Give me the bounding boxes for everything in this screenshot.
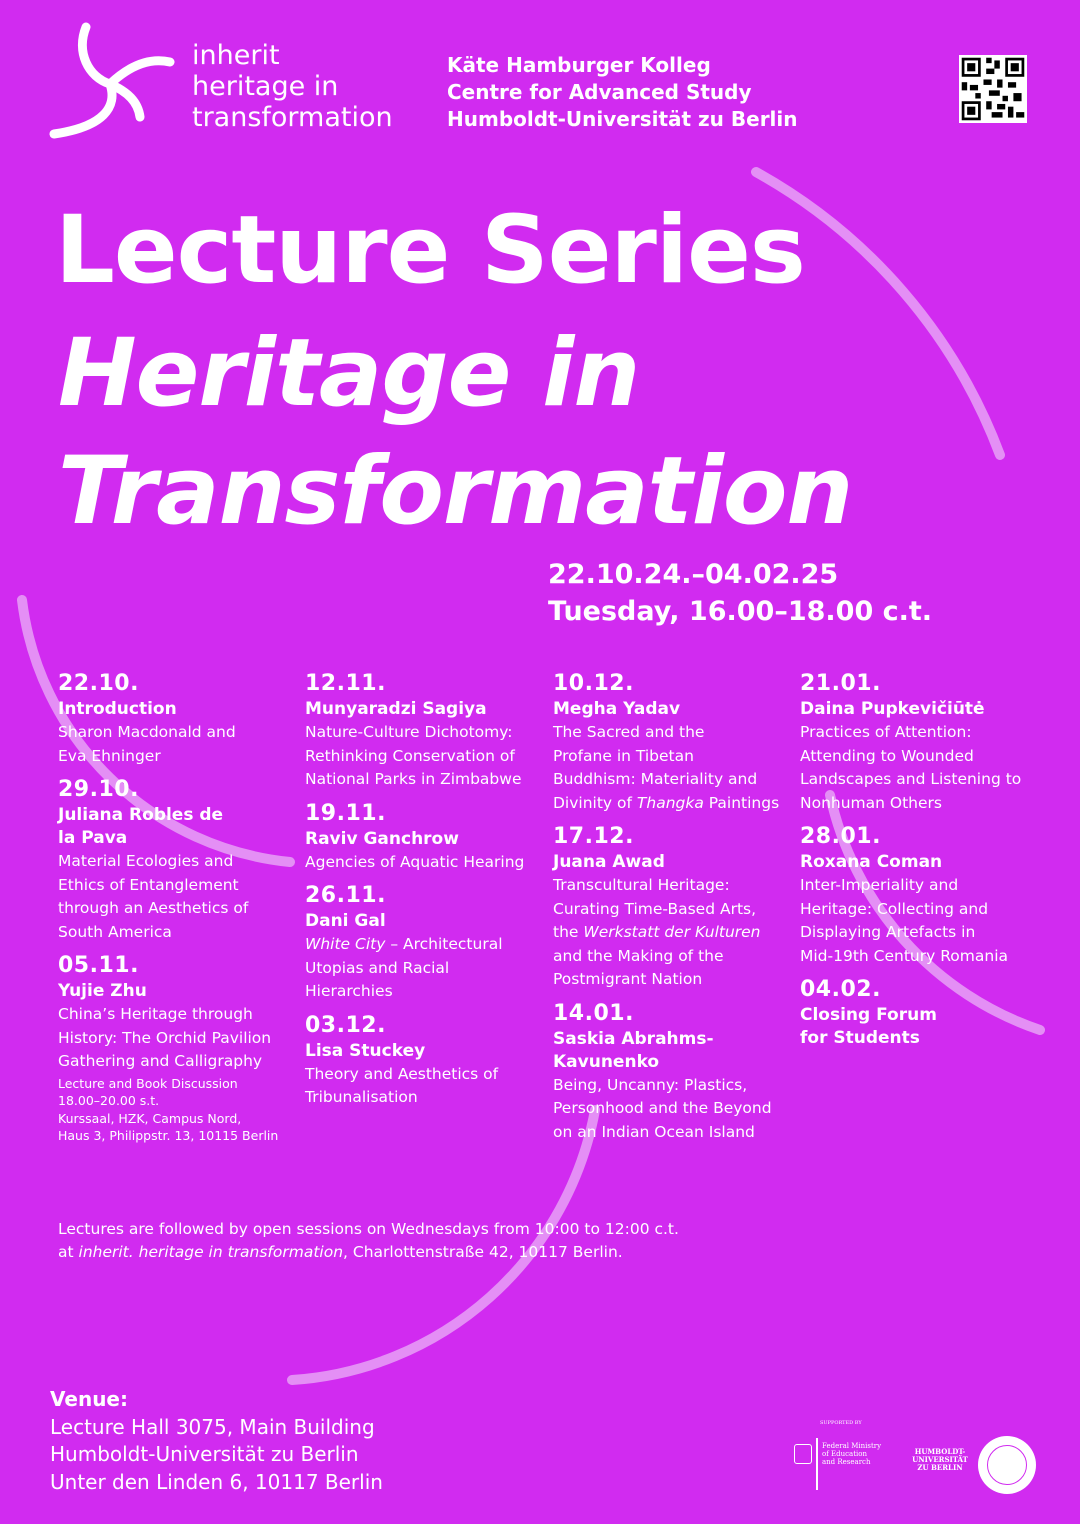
lecture-date: 05.11. [58,953,139,978]
sponsor-line: HUMBOLDT- [914,1447,966,1456]
title-lecture-series: Lecture Series [55,196,805,305]
lecture-title: and the Making of the [553,946,724,965]
lecture-title: Practices of Attention: [800,723,972,741]
sessions-pre: at [58,1243,79,1261]
lecture-speaker: Dani Gal [305,911,386,931]
humboldt-seal-icon [978,1436,1036,1494]
lecture-entry [800,670,1060,815]
lecture-date: 19.11. [305,800,386,826]
lecture-title-italic: Werkstatt der Kulturen [583,923,761,941]
date-range-block [548,556,932,630]
lecture-date: 29.10. [58,777,139,802]
lecture-title-pre: Divinity of [553,793,637,812]
lecture-title: Nonhuman Others [800,793,942,812]
title-line: Heritage in [58,319,640,428]
lecture-speaker: Closing Forum [800,1005,937,1025]
lecture-speaker: for Students [800,1028,920,1048]
lecture-title: Attending to Wounded [800,746,974,765]
lecture-entry [553,823,793,992]
lecture-title: National Parks in Zimbabwe [305,770,522,788]
lecture-title: Landscapes and Listening to [800,770,1022,788]
lecture-title: Utopias and Racial [305,958,450,977]
lecture-speaker: Megha Yadav [553,699,681,719]
lecture-speaker: Kavunenko [553,1051,660,1072]
lecture-entry [58,776,298,944]
lecture-title-italic: Thangka [636,793,704,812]
logo-wordmark [192,40,393,133]
lecture-title: Heritage: Collecting and [800,899,989,918]
schedule-column [305,670,545,1118]
institution-line: Centre for Advanced Study [447,80,752,104]
lecture-speaker: Roxana Coman [800,852,943,872]
lecture-title: Gathering and Calligraphy [58,1052,263,1070]
lecture-title: Tribunalisation [305,1088,418,1106]
lecture-title: Nature-Culture Dichotomy: [305,723,513,741]
lecture-date: 10.12. [553,671,634,696]
lecture-date: 03.12. [305,1012,386,1038]
sessions-post: , Charlottenstraße 42, 10117 Berlin. [343,1243,623,1261]
sessions-line [58,1241,679,1264]
schedule-column [800,670,1060,1058]
lecture-title: on an Indian Ocean Island [553,1122,755,1141]
lecture-date: 22.10. [58,671,139,696]
sponsor-supported-by: SUPPORTED BY [820,1420,862,1426]
lecture-title [553,792,793,816]
venue-line: Humboldt-Universität zu Berlin [50,1442,359,1466]
sponsor-line: of Education [822,1450,867,1458]
schedule-column [58,670,298,1153]
lecture-entry [58,952,298,1145]
lecture-title: Sharon Macdonald and [58,723,236,741]
note-line: Haus 3, Philippstr. 13, 10115 Berlin [58,1128,279,1143]
lecture-speaker: Juliana Robles de [58,805,224,825]
institution-line: Käte Hamburger Kolleg [447,53,711,77]
institution-block [447,52,798,133]
sponsor-bmbf-text [822,1442,881,1466]
lecture-entry [800,823,1060,968]
lecture-entry [553,670,793,815]
lecture-date: 14.01. [553,1000,634,1026]
lecture-speaker: Munyaradzi Sagiya [305,699,487,719]
sponsor-hu-logo [910,1436,1040,1498]
venue-block [50,1386,383,1496]
lecture-title: China’s Heritage through [58,1005,253,1023]
lecture-title: Being, Uncanny: Plastics, [553,1075,748,1094]
lecture-speaker: Yujie Zhu [58,981,147,1001]
lecture-entry [305,1012,545,1110]
lecture-date: 04.02. [800,977,881,1002]
lecture-title-rest: – Architectural [385,935,503,953]
lecture-date: 12.11. [305,671,386,696]
lecture-speaker: Juana Awad [553,852,665,872]
lecture-title: The Sacred and the [553,723,705,741]
open-sessions-note [58,1218,679,1264]
lecture-title: Personhood and the Beyond [553,1099,772,1117]
lecture-title-italic: White City [305,935,386,953]
lecture-title-post: Paintings [703,793,780,812]
time-slot: Tuesday, 16.00–18.00 c.t. [548,596,933,627]
sponsor-hu-text [910,1448,970,1472]
lecture-title [305,933,545,957]
lecture-title: Buddhism: Materiality and [553,770,758,788]
logo-line: transformation [192,102,393,133]
venue-label: Venue: [50,1387,128,1411]
lecture-date: 21.01. [800,671,881,696]
lecture-title: Material Ecologies and [58,852,234,870]
sponsor-line: Federal Ministry [822,1442,882,1450]
title-heritage [58,315,852,551]
institution-line: Humboldt-Universität zu Berlin [447,107,798,131]
lecture-title: Agencies of Aquatic Hearing [305,852,525,871]
venue-line: Unter den Linden 6, 10117 Berlin [50,1469,383,1494]
lecture-title: Ethics of Entanglement [58,875,239,894]
lecture-entry [305,800,545,875]
lecture-speaker: Daina Pupkevičiūtė [800,699,985,719]
lecture-date: 28.01. [800,824,881,849]
logo-line: heritage in [192,71,339,102]
lecture-title: Eva Ehninger [58,746,161,765]
note-line: Kurssaal, HZK, Campus Nord, [58,1110,242,1126]
lecture-title: South America [58,922,172,941]
sessions-italic: inherit. heritage in transformation [78,1243,344,1261]
qr-code-icon[interactable] [959,55,1027,123]
lecture-title [553,921,793,945]
note-line: 18.00–20.00 s.t. [58,1093,160,1108]
lecture-title: Inter-Imperiality and [800,876,959,894]
venue-line: Lecture Hall 3075, Main Building [50,1414,375,1439]
lecture-title-pre: the [553,923,584,941]
lecture-speaker: Raviv Ganchrow [305,828,459,849]
lecture-title: Hierarchies [305,982,393,1000]
sponsor-bmbf-logo [790,1420,882,1494]
lecture-entry [58,670,298,768]
lecture-title: Transcultural Heritage: [553,876,730,894]
lecture-title: through an Aesthetics of [58,899,249,917]
lecture-title: Rethinking Conservation of [305,746,515,765]
sponsor-line: ZU BERLIN [917,1463,963,1472]
lecture-title: Profane in Tibetan [553,746,694,765]
lecture-speaker: Introduction [58,699,177,719]
lecture-entry [553,1000,793,1145]
lecture-title: Postmigrant Nation [553,970,703,988]
date-range: 22.10.24.–04.02.25 [548,559,839,590]
lecture-speaker: la Pava [58,828,128,848]
lecture-title: Displaying Artefacts in [800,923,976,941]
lecture-speaker: Saskia Abrahms- [553,1028,714,1049]
lecture-note [58,1075,298,1145]
sponsor-divider [816,1438,818,1490]
title-line: Transformation [58,437,853,546]
inherit-swirl-logo-icon [48,22,178,142]
note-line: Lecture and Book Discussion [58,1075,238,1091]
sponsor-line: and Research [822,1458,871,1466]
sponsor-line: UNIVERSITÄT [912,1455,968,1464]
lecture-date: 17.12. [553,824,634,849]
lecture-title: Theory and Aesthetics of [305,1064,499,1083]
federal-eagle-icon [794,1444,812,1464]
lecture-title: Curating Time-Based Arts, [553,899,757,918]
lecture-date: 26.11. [305,883,386,908]
lecture-entry [305,670,545,792]
lecture-speaker: Lisa Stuckey [305,1040,426,1061]
lecture-title: History: The Orchid Pavilion [58,1028,272,1047]
schedule-column [553,670,793,1152]
lecture-entry [305,882,545,1004]
logo-line: inherit [192,40,280,71]
lecture-entry [800,976,1060,1050]
lecture-title: Mid-19th Century Romania [800,946,1009,965]
sessions-line: Lectures are followed by open sessions on Wednesdays from 10:00 to 12:00 c.t. [58,1220,679,1238]
